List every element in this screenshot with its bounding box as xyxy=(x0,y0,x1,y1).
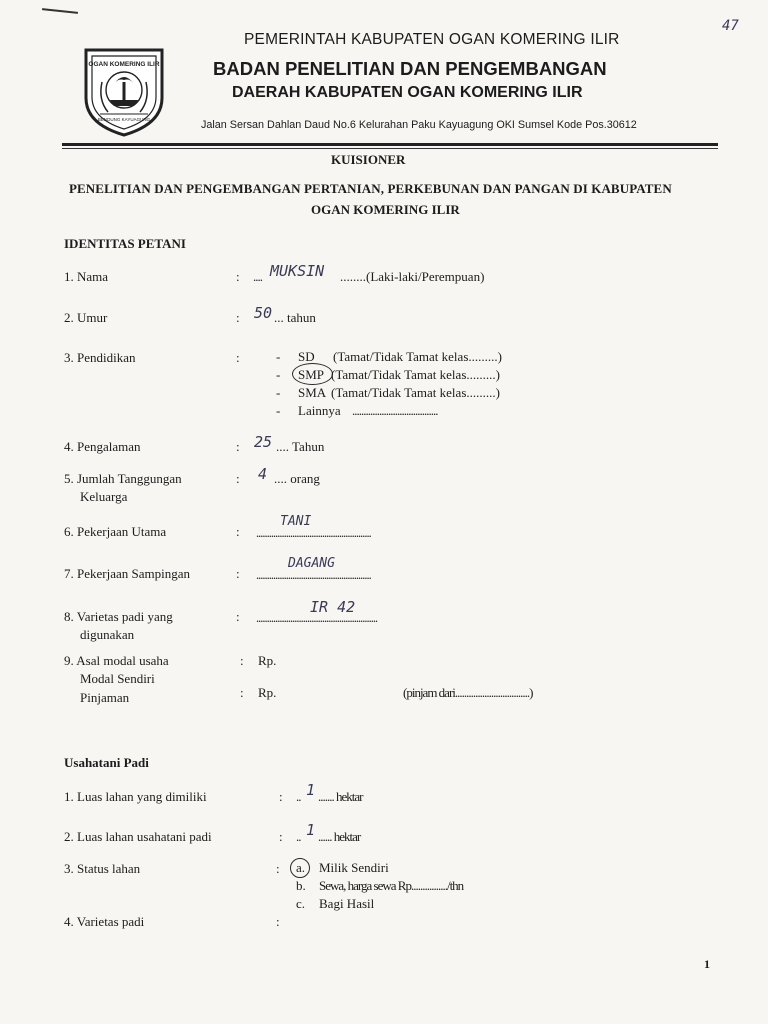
field-value-pekerjaan-utama[interactable]: TANI xyxy=(280,514,312,529)
field-dots: ......................................................... xyxy=(256,611,378,625)
field-value-pekerjaan-sampingan[interactable]: DAGANG xyxy=(288,556,335,571)
option-key-a[interactable]: a. xyxy=(296,860,306,875)
option-key-c[interactable]: c. xyxy=(296,896,306,911)
field-label-varietas: 8. Varietas padi yang xyxy=(64,609,173,624)
field-colon: : xyxy=(236,439,240,454)
option-sma-text: (Tamat/Tidak Tamat kelas.........) xyxy=(331,385,500,400)
field-colon: : xyxy=(236,269,240,284)
letterhead-rule-thin xyxy=(62,148,718,149)
option-smp-text: (Tamat/Tidak Tamat kelas.........) xyxy=(331,367,500,382)
field-label-modal-sendiri: Modal Sendiri xyxy=(80,671,155,686)
header-government: PEMERINTAH KABUPATEN OGAN KOMERING ILIR xyxy=(244,31,620,48)
option-smp-code[interactable]: SMP xyxy=(298,367,325,382)
pen-stroke-mark xyxy=(42,8,78,14)
field-label-pinjaman: Pinjaman xyxy=(80,690,130,705)
emblem-motto: BENDUNG KAYUAGUNG xyxy=(97,117,151,122)
field-unit-hektar: ....... hektar xyxy=(318,789,363,804)
field-value-varietas[interactable]: IR 42 xyxy=(310,598,356,616)
field-label-status-lahan: 3. Status lahan xyxy=(64,861,141,876)
field-colon: : xyxy=(236,350,240,365)
field-label-tanggungan: 5. Jumlah Tanggungan xyxy=(64,471,182,486)
section-heading-identitas: IDENTITAS PETANI xyxy=(64,236,186,251)
header-address: Jalan Sersan Dahlan Daud No.6 Kelurahan Paku Kayuagung OKI Sumsel Kode Pos.30612 xyxy=(201,119,637,131)
option-dash: - xyxy=(276,403,281,418)
field-colon: : xyxy=(240,685,244,700)
option-lainnya-dots: ...................................... xyxy=(352,403,438,418)
field-dots: ...................................................... xyxy=(256,526,371,540)
field-dots: .. xyxy=(296,829,301,844)
regency-emblem-icon xyxy=(78,42,170,138)
field-dots: .. xyxy=(296,789,301,804)
option-sd-code[interactable]: SD xyxy=(298,349,315,364)
field-value-luas-usahatani[interactable]: 1 xyxy=(306,821,316,839)
option-bagi-hasil: Bagi Hasil xyxy=(319,896,375,911)
field-colon: : xyxy=(236,524,240,539)
doc-subtitle-1: PENELITIAN DAN PENGEMBANGAN PERTANIAN, PERKEBUNAN DAN PANGAN DI KABUPATEN xyxy=(69,181,672,196)
field-unit-tahun: ... tahun xyxy=(274,310,316,325)
field-unit-tahun: .... Tahun xyxy=(276,439,325,454)
option-dash: - xyxy=(276,349,281,364)
field-label-pendidikan: 3. Pendidikan xyxy=(64,350,136,365)
field-label-modal: 9. Asal modal usaha xyxy=(64,653,169,668)
doc-subtitle-2: OGAN KOMERING ILIR xyxy=(311,202,460,217)
header-region: DAERAH KABUPATEN OGAN KOMERING ILIR xyxy=(232,84,583,101)
field-rp-modal-sendiri[interactable]: Rp. xyxy=(258,653,277,668)
field-unit-orang: .... orang xyxy=(274,471,320,486)
field-label-nama: 1. Nama xyxy=(64,269,109,284)
field-label-luas-usahatani: 2. Luas lahan usahatani padi xyxy=(64,829,212,844)
field-label-luas-dimiliki: 1. Luas lahan yang dimiliki xyxy=(64,789,207,804)
option-sma-code[interactable]: SMA xyxy=(298,385,327,400)
section-heading-usahatani: Usahatani Padi xyxy=(64,755,149,770)
field-label-umur: 2. Umur xyxy=(64,310,108,325)
field-label-pekerjaan-utama: 6. Pekerjaan Utama xyxy=(64,524,167,539)
field-label-pekerjaan-sampingan: 7. Pekerjaan Sampingan xyxy=(64,566,190,581)
field-label-varietas-padi: 4. Varietas padi xyxy=(64,914,145,929)
field-value-umur[interactable]: 50 xyxy=(254,304,273,322)
field-unit-hektar: ...... hektar xyxy=(318,829,361,844)
option-dash: - xyxy=(276,385,281,400)
field-colon: : xyxy=(236,566,240,581)
field-dots: .... xyxy=(253,269,262,284)
field-gender-options: ........(Laki-laki/Perempuan) xyxy=(340,269,485,284)
field-label-pengalaman: 4. Pengalaman xyxy=(64,439,141,454)
option-sd-text: (Tamat/Tidak Tamat kelas.........) xyxy=(333,349,502,364)
field-label-keluarga: Keluarga xyxy=(80,489,128,504)
option-sewa: Sewa, harga sewa Rp................/thn xyxy=(319,878,464,893)
header-agency: BADAN PENELITIAN DAN PENGEMBANGAN xyxy=(213,58,607,79)
field-colon: : xyxy=(279,829,283,844)
field-colon: : xyxy=(236,609,240,624)
field-colon: : xyxy=(276,861,280,876)
field-value-nama[interactable]: MUKSIN xyxy=(270,262,325,280)
doc-title: KUISIONER xyxy=(331,152,406,167)
letterhead-rule-thick xyxy=(62,143,718,146)
field-dots: ...................................................... xyxy=(256,568,371,582)
field-value-luas-dimiliki[interactable]: 1 xyxy=(306,781,316,799)
field-colon: : xyxy=(236,471,240,486)
page-number: 1 xyxy=(704,957,710,971)
option-dash: - xyxy=(276,367,281,382)
field-colon: : xyxy=(236,310,240,325)
corner-number: 47 xyxy=(722,18,739,34)
emblem-text: OGAN KOMERING ILIR xyxy=(88,61,160,68)
field-label-digunakan: digunakan xyxy=(80,627,135,642)
field-pinjam-dari[interactable]: (pinjam dari.................................) xyxy=(403,685,533,700)
field-colon: : xyxy=(240,653,244,668)
option-lainnya-code[interactable]: Lainnya xyxy=(298,403,341,418)
field-value-tanggungan[interactable]: 4 xyxy=(258,465,268,483)
field-value-pengalaman[interactable]: 25 xyxy=(254,433,273,451)
option-milik-sendiri: Milik Sendiri xyxy=(319,860,389,875)
option-key-b[interactable]: b. xyxy=(296,878,306,893)
field-colon: : xyxy=(276,914,280,929)
field-rp-pinjaman[interactable]: Rp. xyxy=(258,685,277,700)
field-colon: : xyxy=(279,789,283,804)
